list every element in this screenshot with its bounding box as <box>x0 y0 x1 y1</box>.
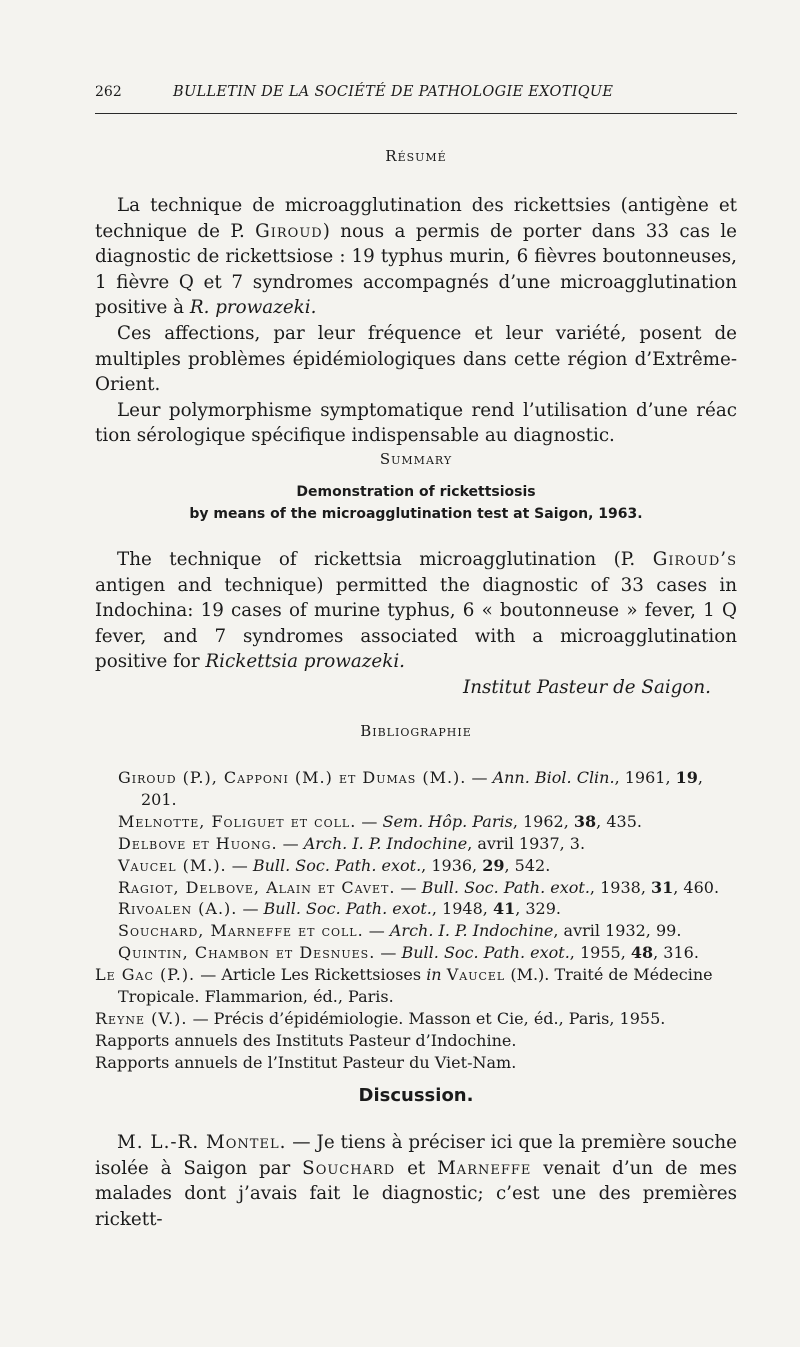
bibliography-entry: Rapports annuels de l’Institut Pasteur du Viet-Nam. <box>95 1052 517 1072</box>
bibliography-heading: Bibliographie <box>360 722 472 740</box>
affiliation: Institut Pasteur de Saigon. <box>463 676 711 698</box>
resume-paragraph-1: La technique de microagglutination des rickettsies (antigène et technique de P. Giroud) nous a permis de porter dans 33 cas le diagnostic de rickettsiose : 19 typhus murin, 6 fièvres boutonneuses, 1 fièvre Q et 7 syndromes accompagnés d’une microagglutination positive à R. prowazeki. <box>95 195 737 319</box>
bibliography-entry: Delbove et Huong. — Arch. I. P. Indochine, avril 1937, 3. <box>118 833 586 853</box>
bibliography-entry: Melnotte, Foliguet et coll. — Sem. Hôp. Paris, 1962, 38, 435. <box>118 811 642 831</box>
bibliography-entry: Vaucel (M.). — Bull. Soc. Path. exot., 1936, 29, 542. <box>118 855 551 875</box>
resume-paragraph-2: Ces affections, par leur fréquence et leur variété, posent de multiples problèmes épidémiologiques dans cette région d’Extrême-Orient. <box>95 322 737 396</box>
bibliography-entry: Le Gac (P.). — Article Les Rickettsioses in Vaucel (M.). Traité de Médecine Tropicale. Flammarion, éd., Paris. <box>95 965 713 1007</box>
summary-subtitle <box>95 481 737 525</box>
discussion-heading: Discussion. <box>358 1085 474 1106</box>
discussion-paragraph: M. L.-R. Montel. — Je tiens à préciser ici que la première souche isolée à Saigon par Souchard et Marneffe venait d’un de mes malades dont j’avais fait le diagnostic; c’est une des premières rickett- <box>95 1132 737 1230</box>
header-rule <box>95 113 737 114</box>
page-number: 262 <box>95 84 122 100</box>
resume-body <box>95 193 737 449</box>
summary-subtitle-line-1: Demonstration of rickettsiosis <box>296 484 536 500</box>
bibliography-entry: Rivoalen (A.). — Bull. Soc. Path. exot., 1948, 41, 329. <box>118 899 561 919</box>
speaker-name: M. L.-R. Montel. <box>117 1132 287 1153</box>
bibliography-entry: Souchard, Marneffe et coll. — Arch. I. P. Indochine, avril 1932, 99. <box>118 921 682 941</box>
summary-body <box>95 547 737 701</box>
bibliography-entries <box>95 767 737 964</box>
bibliography-list <box>95 767 737 1074</box>
bibliography-entry: Giroud (P.), Capponi (M.) et Dumas (M.). — Ann. Biol. Clin., 1961, 19, 201. <box>118 768 703 809</box>
resume-paragraph-3: Leur polymorphisme symptomatique rend l’utilisation d’une réac tion sérologique spécifique indispensable au diagnostic. <box>95 399 737 447</box>
summary-paragraph: The technique of rickettsia microagglutination (P. Giroud’s antigen and technique) permitted the diagnostic of 33 cases in Indochina: 19 cases of murine typhus, 6 « boutonneuse » fever, 1 Q fever, and 7 syndromes associated with a microagglutination positive for Rickettsia prowazeki. <box>95 549 737 673</box>
journal-title: BULLETIN DE LA SOCIÉTÉ DE PATHOLOGIE EXOTIQUE <box>173 84 614 100</box>
discussion-body <box>95 1130 737 1232</box>
summary-heading: Summary <box>379 450 453 468</box>
bibliography-entry: Quintin, Chambon et Desnues. — Bull. Soc. Path. exot., 1955, 48, 316. <box>118 943 699 963</box>
bibliography-entry: Rapports annuels des Instituts Pasteur d’Indochine. <box>95 1030 517 1050</box>
bibliography-entry: Reyne (V.). — Précis d’épidémiologie. Masson et Cie, éd., Paris, 1955. <box>95 1008 666 1028</box>
summary-subtitle-line-2: by means of the microagglutination test at Saigon, 1963. <box>189 506 643 522</box>
bibliography-entry: Ragiot, Delbove, Alain et Cavet. — Bull. Soc. Path. exot., 1938, 31, 460. <box>118 877 720 897</box>
resume-heading: Résumé <box>385 147 447 165</box>
